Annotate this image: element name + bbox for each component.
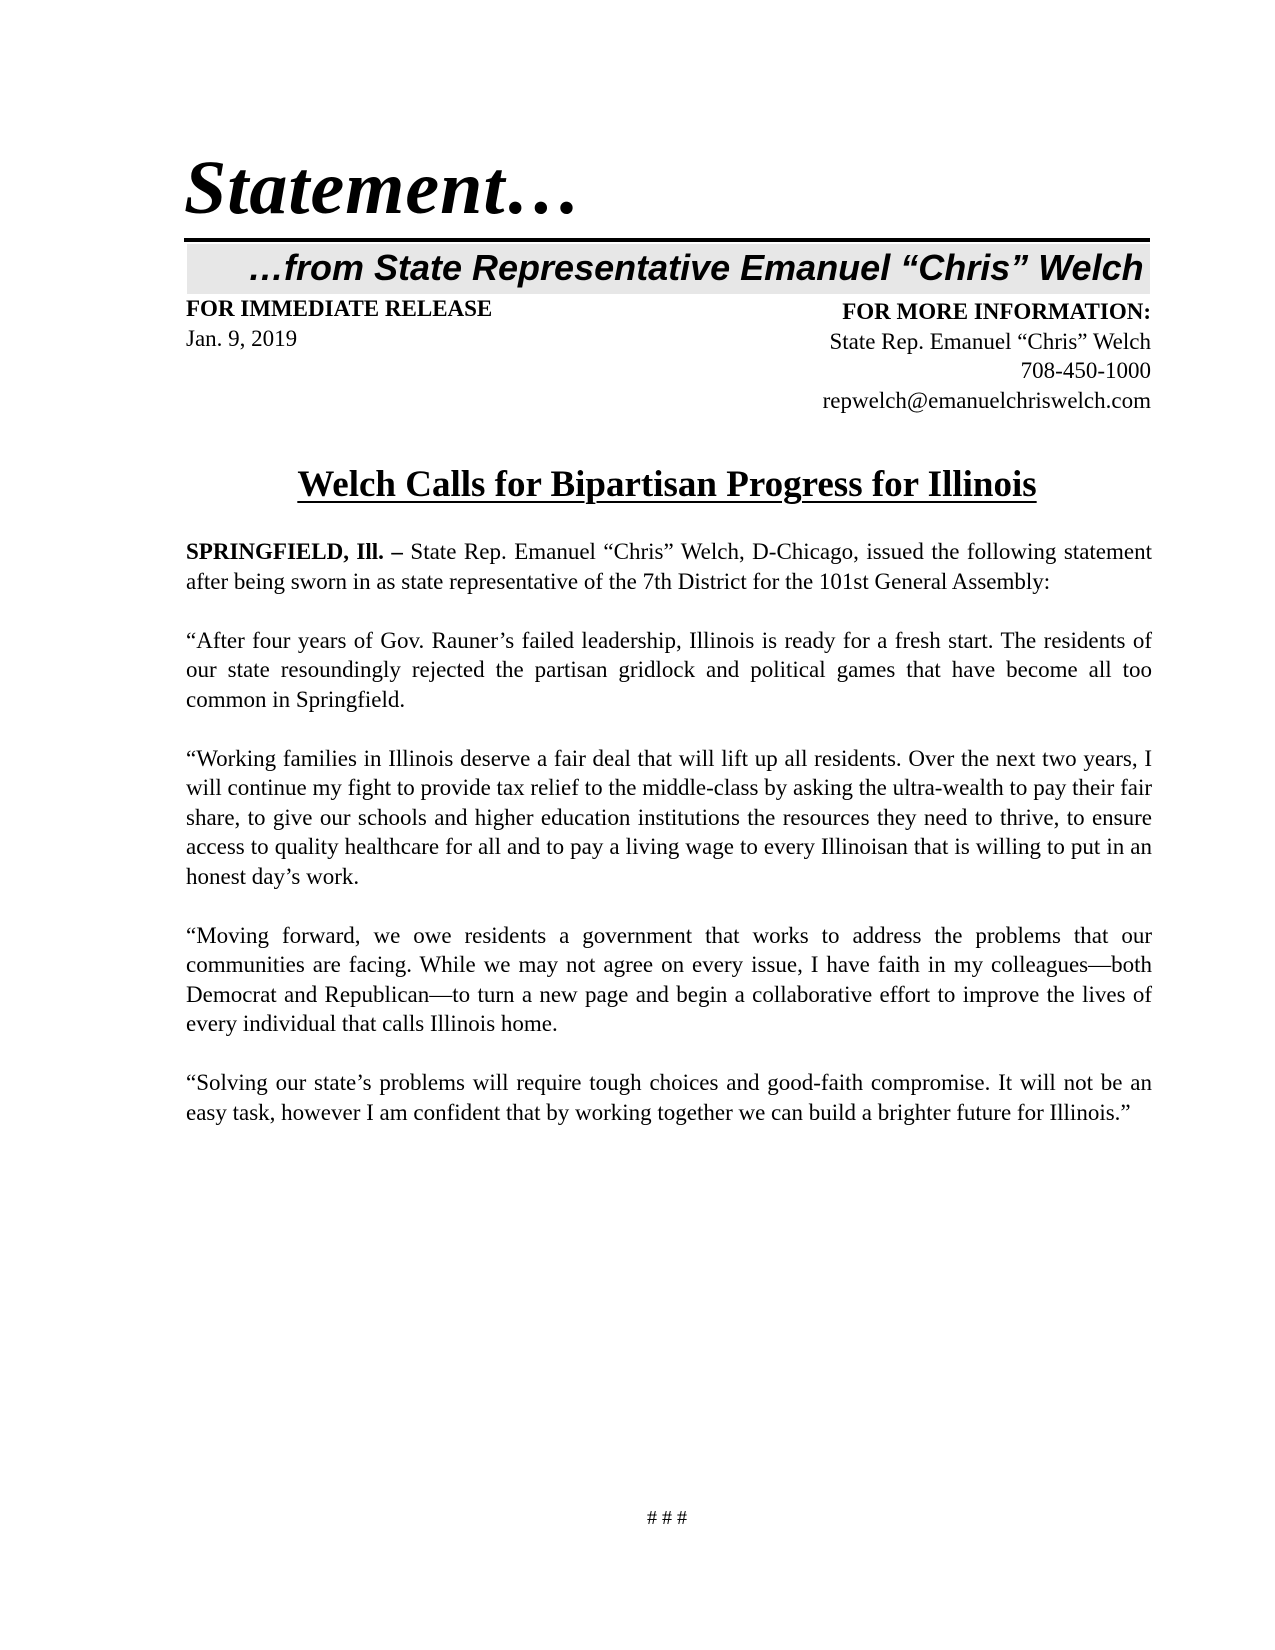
masthead-divider bbox=[184, 238, 1150, 242]
quote-paragraph: “After four years of Gov. Rauner’s failed leadership, Illinois is ready for a fresh start. The residents of our state resoundingly rejected the partisan gridlock and political games that have become all too common in Springfield. bbox=[186, 627, 1152, 712]
masthead-subtitle: …from State Representative Emanuel “Chris” Welch bbox=[248, 247, 1144, 288]
contact-block bbox=[823, 297, 1151, 415]
end-mark: # # # bbox=[647, 1507, 687, 1529]
contact-phone: 708-450-1000 bbox=[1020, 358, 1151, 383]
release-label: FOR IMMEDIATE RELEASE bbox=[186, 296, 493, 321]
masthead-title: Statement… bbox=[184, 146, 583, 230]
quote-paragraph: “Working families in Illinois deserve a fair deal that will lift up all residents. Over the next two years, I will continue my fight to provide tax relief to the middle-class by asking the ultra-wealth to pay their fair share, to give our schools and higher education institutions the resources they need to thrive, to ensure access to quality healthcare for all and to pay a living wage to every Illinoisan that is willing to put in an honest day’s work. bbox=[186, 745, 1152, 889]
lead-paragraph bbox=[186, 537, 1152, 596]
contact-name: State Rep. Emanuel “Chris” Welch bbox=[829, 328, 1151, 354]
contact-email: repwelch@emanuelchriswelch.com bbox=[822, 387, 1151, 413]
article-body bbox=[186, 537, 1152, 1157]
quote-paragraph: “Solving our state’s problems will require tough choices and good-faith compromise. It will not be an easy task, however I am confident that by working together we can build a brighter future for Illinois.” bbox=[186, 1070, 1152, 1125]
release-date: Jan. 9, 2019 bbox=[186, 326, 298, 351]
lead-text: State Rep. Emanuel “Chris” Welch, D-Chicago, issued the following statement after being sworn in as state representative of the 7th District for the 101st General Assembly: bbox=[186, 539, 1152, 594]
headline: Welch Calls for Bipartisan Progress for Illinois bbox=[297, 464, 1037, 505]
quote-paragraph: “Moving forward, we owe residents a government that works to address the problems that our communities are facing. While we may not agree on every issue, I have faith in my colleagues—both Democrat and Republican—to turn a new page and begin a collaborative effort to improve the lives of every individual that calls Illinois home. bbox=[186, 922, 1152, 1036]
contact-label: FOR MORE INFORMATION: bbox=[842, 299, 1151, 324]
dateline: SPRINGFIELD, Ill. – bbox=[186, 539, 403, 564]
